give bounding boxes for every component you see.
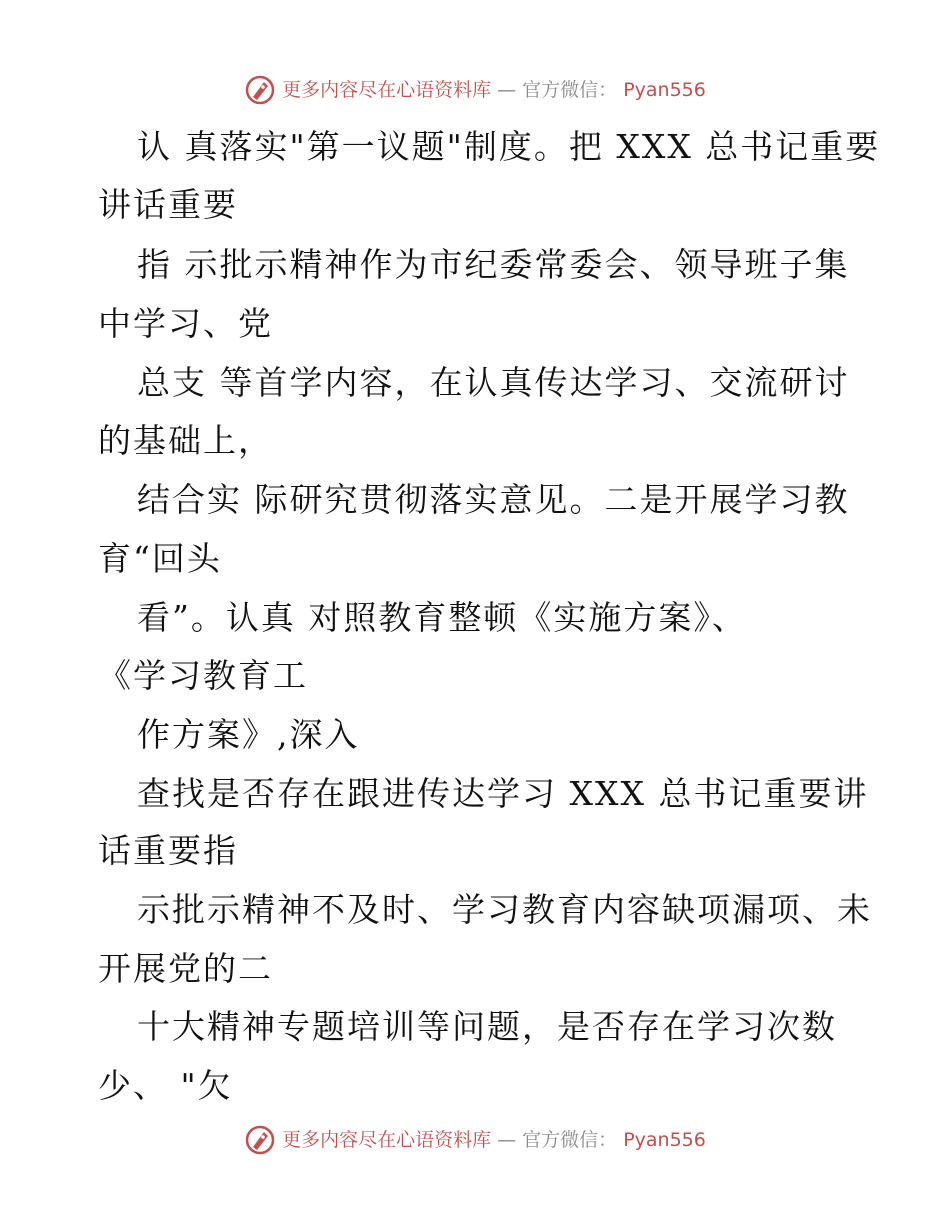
body-line: 《学习教育工 bbox=[98, 656, 308, 695]
body-line: 结合实 际研究贯彻落实意见。二是开展学习教 bbox=[137, 480, 850, 519]
watermark-id: Pyan556 bbox=[623, 79, 706, 101]
watermark-dash: — bbox=[497, 79, 517, 101]
body-line: 话重要指 bbox=[98, 831, 238, 870]
watermark-prefix: 更多内容尽在心语资料库 bbox=[282, 1129, 492, 1151]
watermark-id: Pyan556 bbox=[623, 1129, 706, 1151]
body-line: 中学习、党 bbox=[98, 304, 273, 343]
body-line: 看”。认真 对照教育整顿《实施方案》、 bbox=[137, 598, 747, 637]
body-line: 指 示批示精神作为市纪委常委会、领导班子集 bbox=[137, 245, 850, 284]
watermark-middle: 官方微信： bbox=[522, 1129, 618, 1151]
body-line: 作方案》,深入 bbox=[137, 715, 360, 754]
watermark-dash: — bbox=[497, 1129, 517, 1151]
watermark-prefix: 更多内容尽在心语资料库 bbox=[282, 79, 492, 101]
body-line: 十大精神专题培训等问题，是否存在学习次数 bbox=[137, 1007, 837, 1046]
footer-watermark bbox=[0, 1124, 950, 1156]
pen-nib-logo-icon bbox=[244, 1124, 276, 1156]
body-line: 的基础上， bbox=[98, 421, 273, 460]
body-line: 育“回头 bbox=[98, 539, 222, 578]
body-line: 总支 等首学内容，在认真传达学习、交流研讨 bbox=[137, 363, 850, 402]
body-line: 示批示精神不及时、学习教育内容缺项漏项、未 bbox=[137, 890, 872, 929]
watermark-middle: 官方微信： bbox=[522, 79, 618, 101]
body-line: 查找是否存在跟进传达学习 XXX 总书记重要讲 bbox=[137, 774, 869, 813]
body-line: 认 真落实"第一议题"制度。把 XXX 总书记重要 bbox=[137, 127, 881, 166]
body-line: 少、 "欠 bbox=[98, 1066, 233, 1105]
body-line: 讲话重要 bbox=[98, 185, 238, 224]
body-line: 开展党的二 bbox=[98, 949, 273, 988]
